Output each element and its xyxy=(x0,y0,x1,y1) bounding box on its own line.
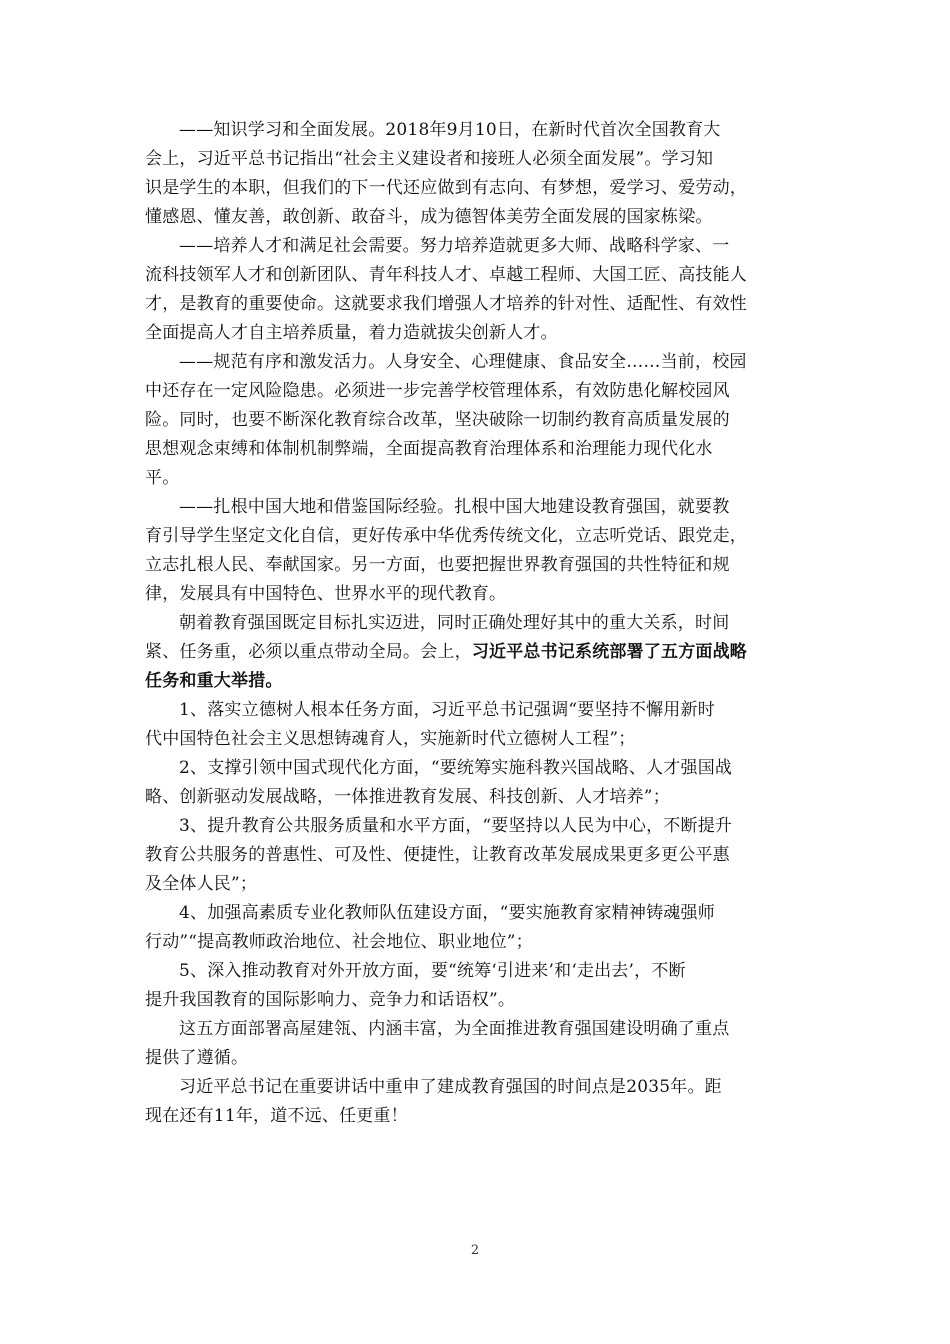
text-line: 流科技领军人才和创新团队、青年科技人才、卓越工程师、大国工匠、高技能人 xyxy=(145,265,747,285)
list-item-5 xyxy=(145,957,815,1015)
bold-text-line: 任务和重大举措。 xyxy=(145,671,283,691)
bold-text-segment: 习近平总书记系统部署了五方面战略 xyxy=(471,642,748,662)
text-line: 立志扎根人民、奉献国家。另一方面，也要把握世界教育强国的共性特征和规 xyxy=(145,555,730,575)
text-line: 朝着教育强国既定目标扎实迈进，同时正确处理好其中的重大关系，时间 xyxy=(179,613,730,633)
text-line: ——扎根中国大地和借鉴国际经验。扎根中国大地建设教育强国，就要教 xyxy=(179,497,730,517)
paragraph-summary xyxy=(145,1015,815,1073)
text-line: 提升我国教育的国际影响力、竞争力和话语权”。 xyxy=(145,990,516,1010)
text-line: 习近平总书记在重要讲话中重申了建成教育强国的时间点是2035年。距 xyxy=(179,1077,722,1097)
text-line: 提供了遵循。 xyxy=(145,1048,249,1068)
text-line: ——规范有序和激发活力。人身安全、心理健康、食品安全……当前，校园 xyxy=(179,352,747,372)
paragraph-strategic-deployment xyxy=(145,609,815,696)
text-line: 律，发展具有中国特色、世界水平的现代教育。 xyxy=(145,584,507,604)
text-line: 教育公共服务的普惠性、可及性、便捷性，让教育改革发展成果更多更公平惠 xyxy=(145,845,730,865)
text-line: 中还存在一定风险隐患。必须进一步完善学校管理体系，有效防患化解校园风 xyxy=(145,381,730,401)
text-line: 全面提高人才自主培养质量，着力造就拔尖创新人才。 xyxy=(145,323,558,343)
paragraph-conclusion xyxy=(145,1073,815,1131)
text-line: 思想观念束缚和体制机制弊端，全面提高教育治理体系和治理能力现代化水 xyxy=(145,439,713,459)
text-line: 懂感恩、懂友善，敢创新、敢奋斗，成为德智体美劳全面发展的国家栋梁。 xyxy=(145,207,713,227)
text-line: 3、提升教育公共服务质量和水平方面，“要坚持以人民为中心，不断提升 xyxy=(179,816,733,836)
text-line: 5、深入推动教育对外开放方面，要“统筹‘引进来’和‘走出去’，不断 xyxy=(179,961,686,981)
text-line: 现在还有11年，道不远、任更重！ xyxy=(145,1106,408,1126)
paragraph-roots-international xyxy=(145,493,815,609)
document-body xyxy=(145,116,815,1131)
text-line xyxy=(145,638,815,667)
text-line: ——培养人才和满足社会需要。努力培养造就更多大师、战略科学家、一 xyxy=(179,236,730,256)
list-item-4 xyxy=(145,899,815,957)
text-line: 育引导学生坚定文化自信，更好传承中华优秀传统文化，立志听党话、跟党走， xyxy=(145,526,747,546)
list-item-1 xyxy=(145,696,815,754)
text-segment: 紧、任务重，必须以重点带动全局。会上， xyxy=(145,642,472,662)
text-line: 1、落实立德树人根本任务方面，习近平总书记强调“要坚持不懈用新时 xyxy=(179,700,715,720)
text-line: 识是学生的本职，但我们的下一代还应做到有志向、有梦想，爱学习、爱劳动， xyxy=(145,178,747,198)
paragraph-talent-cultivation xyxy=(145,232,815,348)
text-line: 略、创新驱动发展战略，一体推进教育发展、科技创新、人才培养”； xyxy=(145,787,670,807)
paragraph-order-vitality xyxy=(145,348,815,493)
text-line: 4、加强高素质专业化教师队伍建设方面，“要实施教育家精神铸魂强师 xyxy=(179,903,715,923)
text-line: 2、支撑引领中国式现代化方面，“要统筹实施科教兴国战略、人才强国战 xyxy=(179,758,733,778)
paragraph-knowledge-development xyxy=(145,116,815,232)
page-number: 2 xyxy=(470,1243,480,1258)
text-line: 代中国特色社会主义思想铸魂育人，实施新时代立德树人工程”； xyxy=(145,729,636,749)
text-line: 行动”“提高教师政治地位、社会地位、职业地位”； xyxy=(145,932,533,952)
text-line: 才，是教育的重要使命。这就要求我们增强人才培养的针对性、适配性、有效性 xyxy=(145,294,747,314)
text-line: 及全体人民”； xyxy=(145,874,258,894)
text-line: 险。同时，也要不断深化教育综合改革，坚决破除一切制约教育高质量发展的 xyxy=(145,410,730,430)
text-line: 这五方面部署高屋建瓴、内涵丰富，为全面推进教育强国建设明确了重点 xyxy=(179,1019,730,1039)
list-item-3 xyxy=(145,812,815,899)
text-line: 平。 xyxy=(145,468,180,488)
text-line: ——知识学习和全面发展。2018年9月10日，在新时代首次全国教育大 xyxy=(179,120,721,140)
text-line: 会上，习近平总书记指出“社会主义建设者和接班人必须全面发展”。学习知 xyxy=(145,149,714,169)
list-item-2 xyxy=(145,754,815,812)
